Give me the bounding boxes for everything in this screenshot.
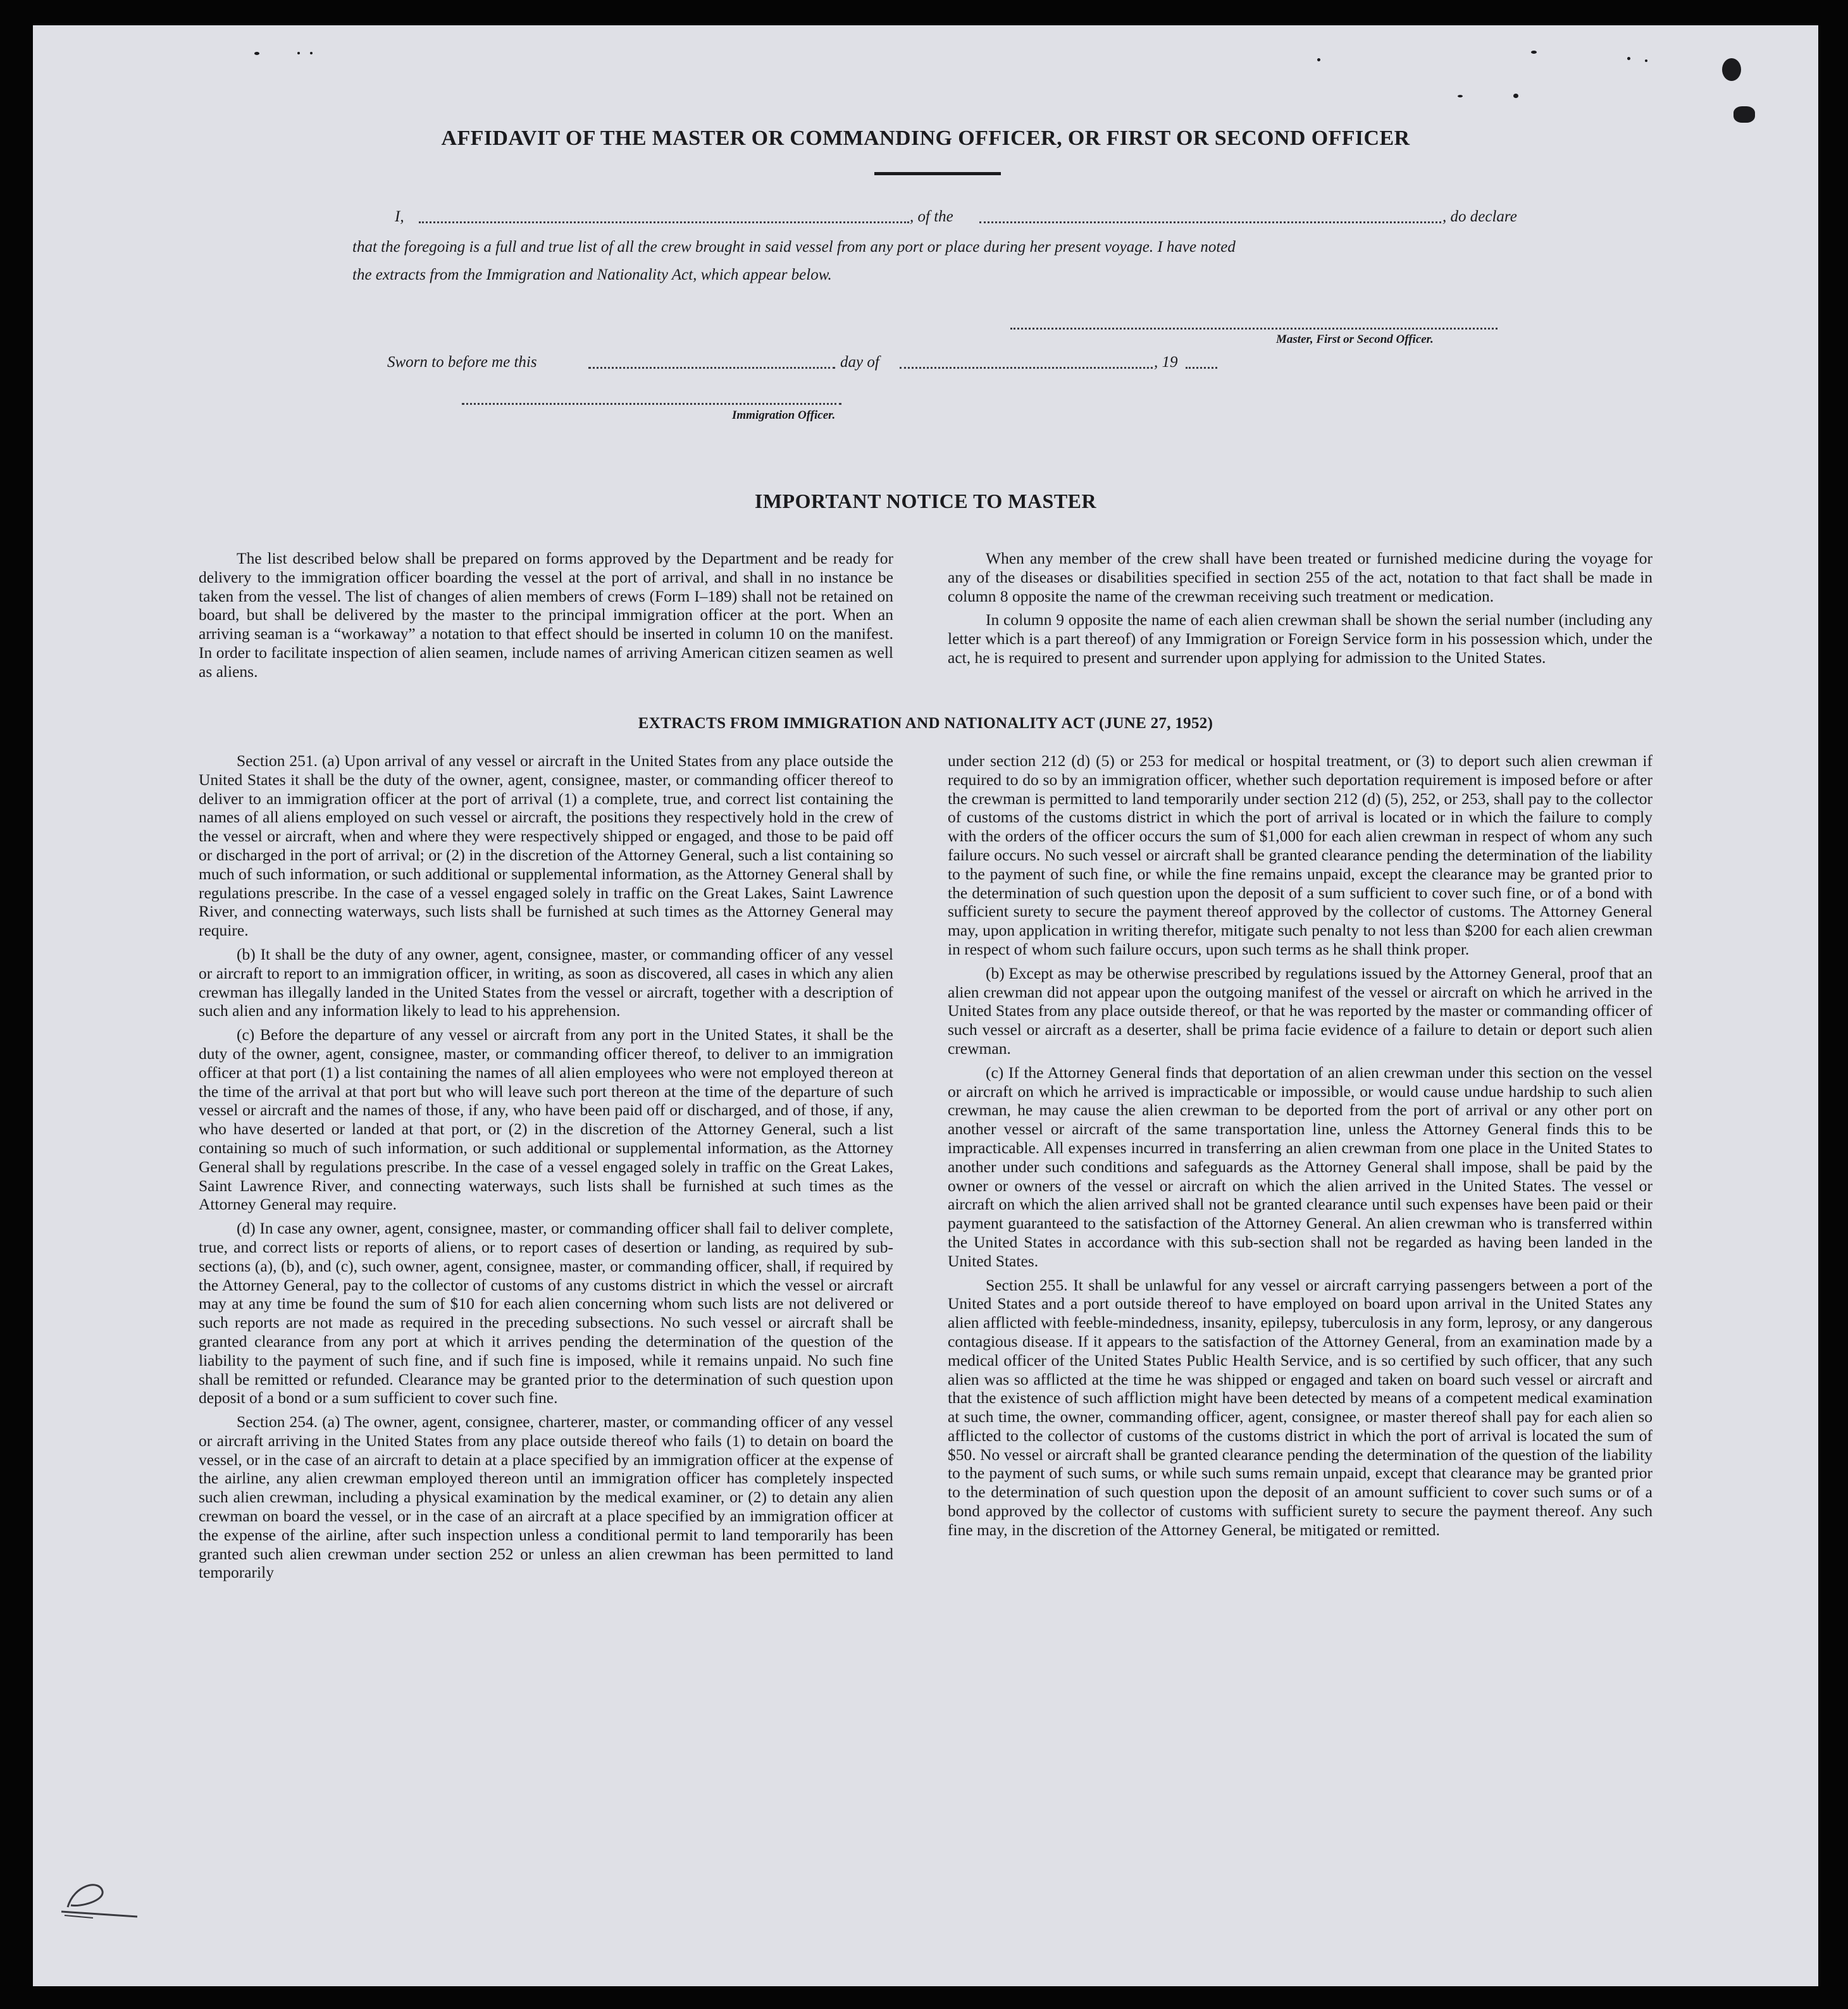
title-underline <box>874 172 1001 175</box>
sworn-day-blank <box>588 367 835 369</box>
scan-speck <box>310 52 313 54</box>
sworn-month-blank <box>900 367 1153 369</box>
scan-speck <box>1733 106 1755 123</box>
notice-right-paragraph: In column 9 opposite the name of each alien crewman shall be shown the serial number (including any letter which is a part thereof) of any Immigration or Foreign Service form in his possession which, under the act, he is required to present and surrender upon applying for admission to the United States. <box>948 610 1653 667</box>
section-251-b: (b) It shall be the duty of any owner, agent, consignee, master, or commanding officer of any vessel or aircraft to report to an immigration officer, in writing, as soon as discovered, all cases in which any alien crewman has illegally landed in the United States from the vessel or aircraft, together with a description of such alien and any information likely to lead to his apprehension. <box>199 944 893 1020</box>
scan-speck <box>1513 94 1518 98</box>
sworn-year-blank <box>1186 367 1217 369</box>
year-label: , 19 <box>1154 354 1178 371</box>
affidavit-title: AFFIDAVIT OF THE MASTER OR COMMANDING OFFICER, OR FIRST OR SECOND OFFICER <box>441 127 1410 150</box>
scan-speck <box>1645 59 1647 62</box>
section-254-a-continued: under section 212 (d) (5) or 253 for medical or hospital treatment, or (3) to deport such alien crewman if required to do so by an immigration officer, whether such deportation requirement is imposed before or after the crewman is permitted to land temporarily under section 212 (d) (5), 252, or 253, shall pay to the collector of customs of the customs district in which the port of arrival is located or in which the failure to comply with the orders of the officer occurs the sum of $1,000 for each alien crewman in respect of whom any such failure occurs. No such vessel or aircraft shall be granted clearance pending the determination of the liability to the payment of such fine, or while the fine remains unpaid, except the clearance may be granted prior to the determination of such question upon the deposit of a sum sufficient to cover such fine, or of a bond with sufficient surety to secure the payment thereof approved by the collector of customs. The Attorney General may, upon application in writing therefor, mitigate such penalty to not less than $200 for each alien crewman in respect of whom such failure occurs, upon such terms as he shall think proper. <box>948 751 1653 958</box>
declaration-i-label: I, <box>395 208 404 225</box>
section-254-a: Section 254. (a) The owner, agent, consignee, charterer, master, or commanding officer of any vessel or aircraft arriving in the United States from any place outside thereof who fails (1) to detain on board the vessel, or in the case of an aircraft to detain at a place specified by an immigration officer at the expense of the airline, any alien crewman employed thereon until an immigration officer has completely inspected such alien crewman, including a physical examination by the medical examiner, or (2) to detain any alien crewman on board the vessel, or in the case of an aircraft at a place specified by an immigration officer at the expense of the airline, after such inspection unless a conditional permit to land temporarily has been granted such alien crewman under section 252 or unless an alien crewman has been permitted to land temporarily <box>199 1412 893 1582</box>
scan-speck <box>1458 95 1463 97</box>
scan-speck <box>1627 57 1630 60</box>
scan-speck <box>1317 58 1320 61</box>
vessel-blank <box>979 221 1441 223</box>
scan-speck <box>1722 58 1741 81</box>
notice-left-column <box>199 549 893 686</box>
declaration-do-declare-label: , do declare <box>1442 208 1517 225</box>
section-251-a: Section 251. (a) Upon arrival of any vessel or aircraft in the United States from any place outside the United States it shall be the duty of the owner, agent, consignee, master, or commanding officer thereof to deliver to an immigration officer at the port of arrival (1) a complete, true, and correct list containing the names of all aliens employed on such vessel or aircraft, the positions they respectively hold in the crew of the vessel or aircraft, when and where they were respectively shipped or engaged, and those to be paid off or discharged in the port of arrival; or (2) in the discretion of the Attorney General, such a list containing so much of such information, or such additional or supplemental information, as the Attorney General shall by regulations prescribe. In the case of a vessel engaged solely in traffic on the Great Lakes, Saint Lawrence River, and connecting waterways, such lists shall be furnished at such times as the Attorney General may require. <box>199 751 893 940</box>
scan-speck <box>297 52 300 54</box>
document-page <box>33 25 1818 1986</box>
pencil-mark <box>55 1872 150 1923</box>
notice-right-column <box>948 549 1653 672</box>
notice-left-paragraph: The list described below shall be prepared on forms approved by the Department and be ready for delivery to the immigration officer boarding the vessel at the port of arrival, and shall in no instance be taken from the vessel. The list of changes of alien members of crews (Form I–189) shall not be retained on board, but shall be delivered by the master to the principal immigration officer at the port. When an arriving seaman is a “workaway” a notation to that effect should be inserted in column 10 on the manifest. In order to facilitate inspection of alien seamen, include names of arriving American citizen seamen as well as aliens. <box>199 549 893 681</box>
section-254-c: (c) If the Attorney General finds that deportation of an alien crewman under this section on the vessel or aircraft on which he arrived is impracticable or impossible, or would cause undue hardship to such alien crewman, he may cause the alien crewman to be deported from the port of arrival or any other port on another vessel or aircraft of the same transportation line, unless the Attorney General finds this to be impracticable. All expenses incurred in transferring an alien crewman from one place in the United States to another under such conditions and safeguards as the Attorney General shall impose, shall be paid by the owner or owners of the vessel or aircraft on which the alien arrived in the United States. The vessel or aircraft on which the alien arrived shall not be granted clearance until such expenses have been paid or their payment guaranteed to the satisfaction of the Attorney General. An alien crewman who is transferred within the United States in accordance with this sub-section shall not be regarded as having been landed in the United States. <box>948 1063 1653 1270</box>
section-251-d: (d) In case any owner, agent, consignee, master, or commanding officer shall fail to deliver complete, true, and correct lists or reports of aliens, or to report cases of desertion or landing, as required by sub-sections (a), (b), and (c), such owner, agent, consignee, master, or commanding officer, shall, if required by the Attorney General, pay to the collector of customs of any customs district in which the vessel or aircraft may at any time be found the sum of $10 for each alien concerning whom such lists are not delivered or such reports are not made as required in the preceding subsections. No such vessel or aircraft shall be granted clearance from any port at which it arrives pending the determination of the question of the liability to the payment of such fine, and if such fine is imposed, while it remains unpaid. No such fine shall be remitted or refunded. Clearance may be granted prior to the determination of such question upon deposit of a bond or a sum sufficient to cover such fine. <box>199 1219 893 1407</box>
officer-signature-caption: Immigration Officer. <box>732 409 836 422</box>
notice-right-paragraph: When any member of the crew shall have been treated or furnished medicine during the voyage for any of the diseases or disabilities specified in section 255 of the act, notation to that fact shall be made in column 8 opposite the name of the crewman receiving such treatment or medication. <box>948 549 1653 605</box>
section-255: Section 255. It shall be unlawful for any vessel or aircraft carrying passengers between a port of the United States and a port outside thereof to have employed on board upon arrival in the United States any alien afflicted with feeble-mindedness, insanity, epilepsy, tuberculosis in any form, leprosy, or any dangerous contagious disease. If it appears to the satisfaction of the Attorney General, from an examination made by a medical officer of the United States Public Health Service, and is so certified by such officer, that any such alien was so afflicted at the time he was shipped or engaged and taken on board such vessel or aircraft and that the existence of such affliction might have been detected by means of a competent medical examination at such time, the owner, commanding officer, agent, consignee, or master thereof shall pay for each alien so afflicted to the collector of customs of the customs district in which the port of arrival is located the sum of $50. No vessel or aircraft shall be granted clearance pending the determination of the question of the liability to the payment of such sums, or while such sums remain unpaid, except that clearance may be granted prior to the determination of such question upon the deposit of an amount sufficient to cover such sums or of a bond approved by the collector of customs with sufficient surety to secure the payment thereof. Any such fine may, in the discretion of the Attorney General, be mitigated or remitted. <box>948 1275 1653 1539</box>
notice-title: IMPORTANT NOTICE TO MASTER <box>754 490 1097 512</box>
officer-signature-line <box>462 403 841 405</box>
master-signature-caption: Master, First or Second Officer. <box>1276 333 1434 346</box>
scan-speck <box>254 52 259 55</box>
declaration-of-the-label: , of the <box>910 208 953 225</box>
extracts-title: EXTRACTS FROM IMMIGRATION AND NATIONALITY ACT (JUNE 27, 1952) <box>638 715 1213 732</box>
declaration-line-2: that the foregoing is a full and true list of all the crew brought in said vessel from any port or place during her present voyage. I have noted <box>352 238 1236 256</box>
day-of-label: day of <box>840 354 879 371</box>
extracts-left-column <box>199 751 893 1587</box>
section-251-c: (c) Before the departure of any vessel or aircraft from any port in the United States, it shall be the duty of the owner, agent, consignee, master, or commanding officer thereof, to deliver to an immigration officer at that port (1) a list containing the names of all alien employees who were not employed thereon at the time of the arrival at that port but who will leave such port thereon at the time of the departure of such vessel or aircraft and the names of those, if any, who have been paid off or discharged, and of those, if any, who have deserted or landed at that port, or (2) in the discretion of the Attorney General, such a list containing so much of such information, or such additional or supplemental information, as the Attorney General shall by regulations prescribe. In the case of a vessel engaged solely in traffic on the Great Lakes, Saint Lawrence River, and connecting waterways, such lists shall be furnished at such times as the Attorney General may require. <box>199 1025 893 1214</box>
scan-speck <box>1531 51 1537 54</box>
extracts-right-column <box>948 751 1653 1545</box>
master-signature-line <box>1010 328 1498 330</box>
declaration-line-3: the extracts from the Immigration and Nationality Act, which appear below. <box>352 266 832 283</box>
sworn-label: Sworn to before me this <box>387 354 537 371</box>
section-254-b: (b) Except as may be otherwise prescribed by regulations issued by the Attorney General, proof that an alien crewman did not appear upon the outgoing manifest of the vessel or aircraft on which he arrived in the United States from any place outside thereof, or that he was reported by the master or commanding officer of such vessel or aircraft as a deserter, shall be prima facie evidence of a failure to detain or deport such alien crewman. <box>948 963 1653 1058</box>
name-blank <box>419 221 909 223</box>
